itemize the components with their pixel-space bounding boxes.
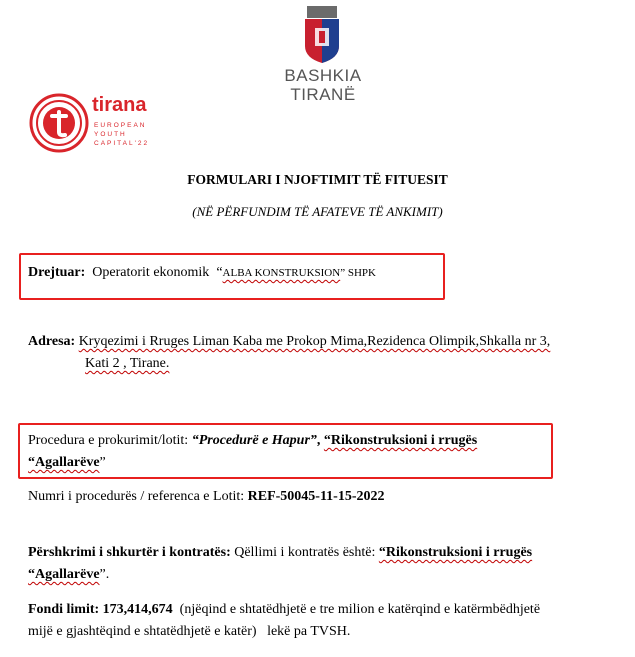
- drejtuar-open-quote: “: [216, 265, 223, 280]
- drejtuar-company: ALBA KONSTRUKSION: [222, 267, 341, 279]
- procedura-line1: [28, 431, 477, 451]
- procedura-name-close: ”: [99, 455, 106, 470]
- tirana-logo-word: tirana: [92, 94, 147, 116]
- fondi-words-line1: (njëqind e shtatëdhjetë e tre milion e katërqind e katërmbëdhjetë: [179, 602, 541, 617]
- procedura-line2: [28, 453, 106, 473]
- bashkia-line1: BASHKIA: [284, 66, 362, 85]
- numri-value: REF-50045-11-15-2022: [247, 489, 385, 504]
- form-subtitle: (NË PËRFUNDIM TË AFATEVE TË ANKIMIT): [192, 204, 443, 219]
- fondi-value: 173,414,674: [102, 602, 173, 617]
- adresa-text-line2: Kati 2 , Tirane.: [85, 356, 170, 371]
- procedura-name-line1: “Rikonstruksioni i rrugës: [323, 433, 478, 448]
- tirana-logo-sub1: EUROPEAN: [94, 122, 147, 129]
- form-title: FORMULARI I NJOFTIMIT TË FITUESIT: [187, 172, 448, 187]
- pershkrimi-text: Qëllimi i kontratës është:: [234, 545, 376, 560]
- tirana-logo-sub3: CAPITAL'22: [94, 140, 150, 147]
- pershkrimi-name-line2: “Agallarëve: [28, 567, 100, 582]
- pershkrimi-line2: [28, 565, 109, 585]
- drejtuar-text: Operatorit ekonomik: [92, 265, 210, 280]
- pershkrimi-line1: [28, 543, 532, 563]
- numri-line: [28, 487, 385, 507]
- drejtuar-line: [28, 263, 376, 283]
- procedura-name-line2: “Agallarëve: [28, 455, 100, 470]
- tirana-eyc-logo: [28, 92, 188, 154]
- drejtuar-label: Drejtuar:: [28, 265, 86, 280]
- adresa-text-line1: Kryqezimi i Rruges Liman Kaba me Prokop Mima,Rezidenca Olimpik,Shkalla nr 3,: [78, 334, 551, 349]
- pershkrimi-label: Përshkrimi i shkurtër i kontratës:: [28, 545, 231, 560]
- procedura-label: Procedura e prokurimit/lotit:: [28, 433, 189, 448]
- fondi-line1: [28, 600, 540, 620]
- tirana-logo-sub2: YOUTH: [94, 131, 127, 138]
- bashkia-emblem: [303, 6, 341, 64]
- pershkrimi-name-close: ”.: [99, 567, 110, 582]
- fondi-label: Fondi limit:: [28, 602, 100, 617]
- procedura-comma: ,: [316, 433, 321, 448]
- bashkia-line2: TIRANË: [290, 85, 356, 104]
- tirana-t-icon: [28, 92, 90, 154]
- pershkrimi-name-line1: “Rikonstruksioni i rrugës: [378, 545, 533, 560]
- procedura-type: “Procedurë e Hapur”: [191, 433, 317, 448]
- drejtuar-close: ” SHPK: [340, 267, 376, 279]
- adresa-line1: [28, 332, 550, 352]
- numri-label: Numri i procedurës / referenca e Lotit:: [28, 489, 245, 504]
- crest-icon: [303, 6, 341, 64]
- adresa-label: Adresa:: [28, 334, 76, 349]
- fondi-words-line2: mijë e gjashtëqind e shtatëdhjetë e katër) lekë pa TVSH.: [28, 624, 351, 639]
